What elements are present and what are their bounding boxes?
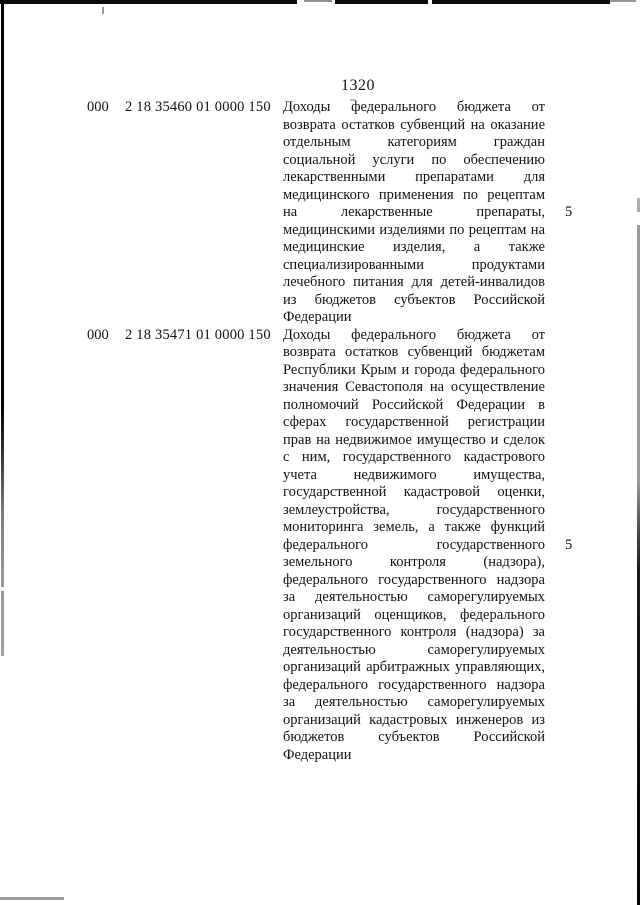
scan-border-left <box>1 0 4 656</box>
page-number: 1320 <box>341 77 375 94</box>
description-cell: Доходы федерального бюджета от возврата остатков субвенций бюджетам Республики Крым и города федерального значения Севастополя на осуществление полномочий Российской Федерации в сферах государственной регистрации прав на недвижимое имущество и сделок с ним, государственного кадастрового учета недвижимого имущества, государственной кадастровой оценки, землеустройства, государственного мониторинга земель, а также функций федерального государственного земельного контроля (надзора), федерального государственного надзора за деятельностью саморегулируемых организаций оценщиков, федерального государственного контроля (надзора) за деятельностью саморегулируемых организаций арбитражных управляющих, федерального государственного надзора за деятельностью саморегулируемых организаций кадастровых инженеров из бюджетов субъектов Российской Федерации <box>283 326 545 763</box>
amount-cell: 5 <box>565 204 573 220</box>
table-row <box>87 99 576 327</box>
classification-code-cell: 2 18 35471 01 0000 150 <box>125 326 271 343</box>
description-cell: Доходы федерального бюджета от возврата остатков субвенций на оказание отдельным категориям граждан социальной услуги по обеспечению лекарственными препаратами для медицинского применения по рецептам на лекарственные препараты, медицинскими изделиями по рецептам на медицинские изделия, а также специализированными продуктами лечебного питания для детей-инвалидов из бюджетов субъектов Российской Федерации <box>283 99 545 325</box>
scan-border-right-gap <box>636 212 640 225</box>
scan-border-left-gap <box>0 587 5 591</box>
amount-cell: 5 <box>565 536 573 553</box>
scan-border-bottom-fragment <box>0 897 64 900</box>
scan-artifact-tick <box>102 7 104 14</box>
scan-border-top-gap <box>428 0 432 4</box>
table-row <box>87 327 576 765</box>
admin-code-cell: 000 <box>87 326 109 343</box>
scan-border-top-dash <box>304 0 332 2</box>
classification-code-cell: 2 18 35460 01 0000 150 <box>125 99 271 115</box>
admin-code-cell: 000 <box>87 99 109 115</box>
revenue-table <box>87 99 576 764</box>
scan-border-top-dash <box>610 0 636 2</box>
